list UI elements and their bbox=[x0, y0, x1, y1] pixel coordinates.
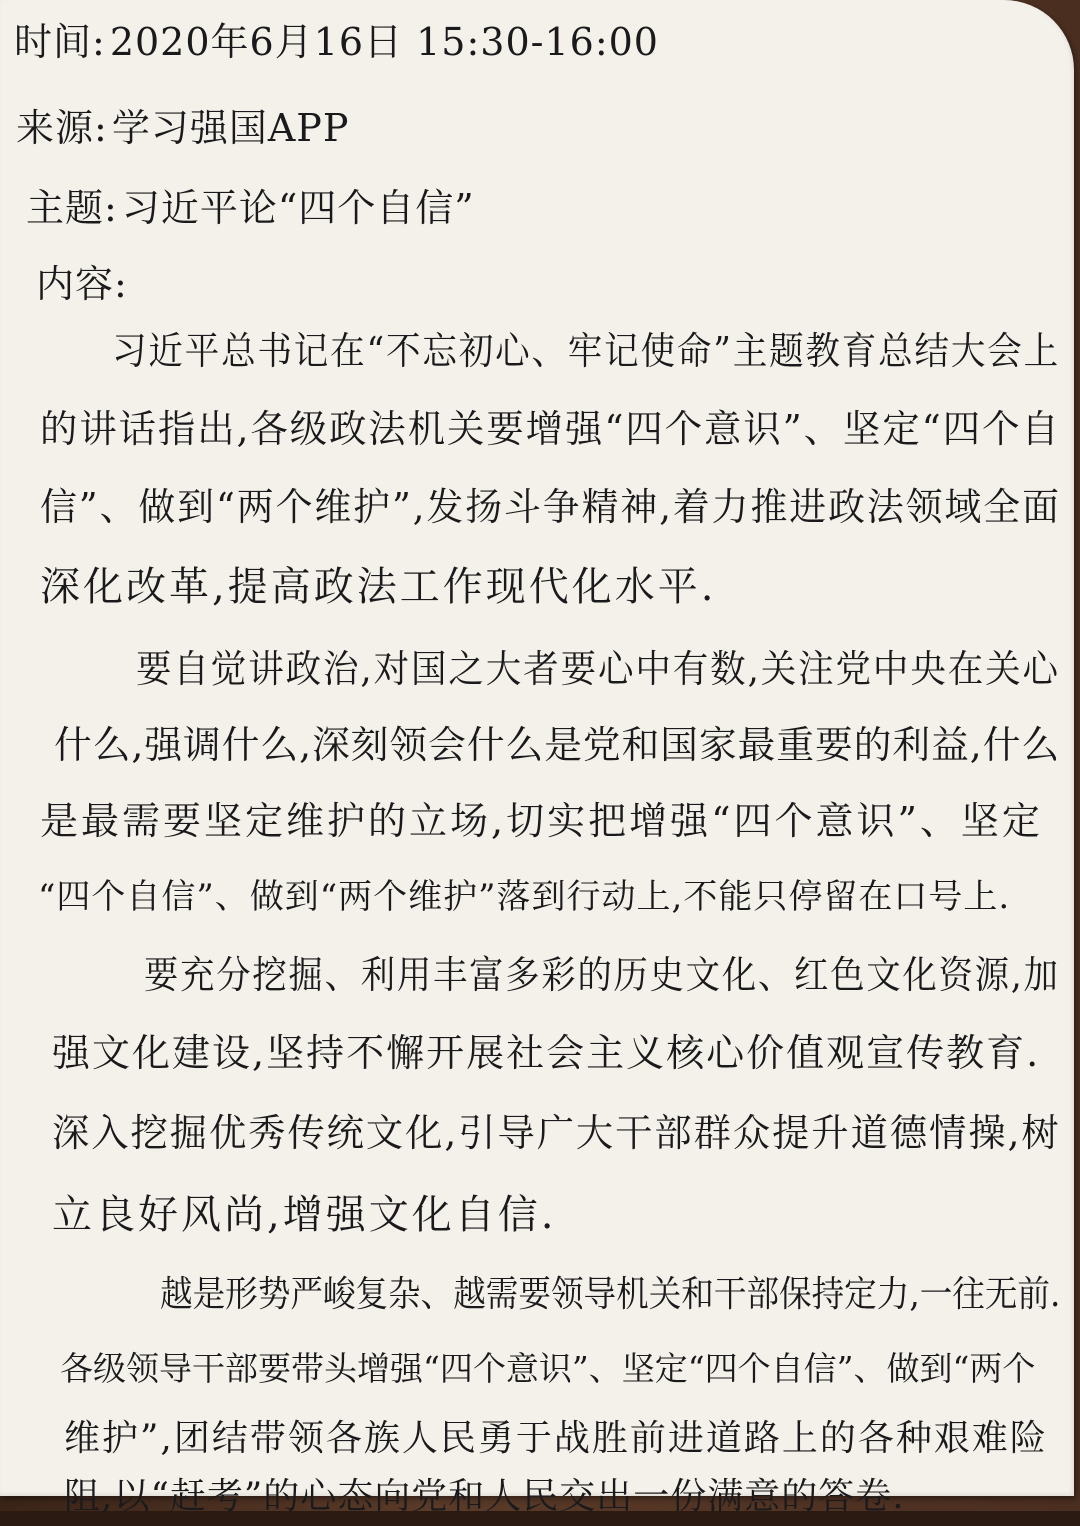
text-line: 深入挖掘优秀传统文化,引导广大干部群众提升道德情操,树 bbox=[52, 1111, 1061, 1155]
content-row bbox=[36, 256, 128, 312]
text-line: 强文化建设,坚持不懈开展社会主义核心价值观宣传教育. bbox=[52, 1031, 1041, 1075]
content-label: 内容: bbox=[36, 262, 128, 306]
text-line: 是最需要坚定维护的立场,切实把增强“四个意识”、坚定 bbox=[40, 799, 1043, 843]
topic-label: 主题: bbox=[26, 186, 118, 230]
topic-value: 习近平论“四个自信” bbox=[121, 186, 475, 230]
topic-row bbox=[26, 180, 475, 236]
source-label: 来源: bbox=[16, 106, 108, 150]
text-line: “四个自信”、做到“两个维护”落到行动上,不能只停留在口号上. bbox=[38, 877, 1011, 917]
text-line: 各级领导干部要带头增强“四个意识”、坚定“四个自信”、做到“两个 bbox=[60, 1349, 1036, 1388]
text-line: 阻,以“赶考”的心态向党和人民交出一份满意的答卷. bbox=[64, 1476, 905, 1517]
text-line: 深化改革,提高政法工作现代化水平. bbox=[40, 564, 717, 610]
source-value: 学习强国APP bbox=[111, 106, 350, 150]
source-row bbox=[16, 100, 349, 156]
text-line: 越是形势严峻复杂、越需要领导机关和干部保持定力,一往无前. bbox=[160, 1274, 1061, 1315]
text-line: 什么,强调什么,深刻领会什么是党和国家最重要的利益,什么 bbox=[54, 723, 1061, 767]
text-line: 要自觉讲政治,对国之大者要心中有数,关注党中央在关心 bbox=[136, 647, 1060, 691]
text-line: 习近平总书记在“不忘初心、牢记使命”主题教育总结大会上 bbox=[112, 329, 1060, 373]
text-line: 立良好风尚,增强文化自信. bbox=[52, 1192, 557, 1238]
text-line: 要充分挖掘、利用丰富多彩的历史文化、红色文化资源,加 bbox=[144, 953, 1060, 997]
text-line: 的讲话指出,各级政法机关要增强“四个意识”、坚定“四个自 bbox=[40, 407, 1061, 451]
text-line: 维护”,团结带领各族人民勇于战胜前进道路上的各种艰难险 bbox=[64, 1418, 1048, 1459]
time-row bbox=[14, 14, 659, 70]
text-line: 信”、做到“两个维护”,发扬斗争精神,着力推进政法领域全面 bbox=[40, 485, 1061, 529]
time-label: 时间: bbox=[14, 20, 106, 64]
time-value: 2020年6月16日 15:30-16:00 bbox=[109, 20, 659, 64]
